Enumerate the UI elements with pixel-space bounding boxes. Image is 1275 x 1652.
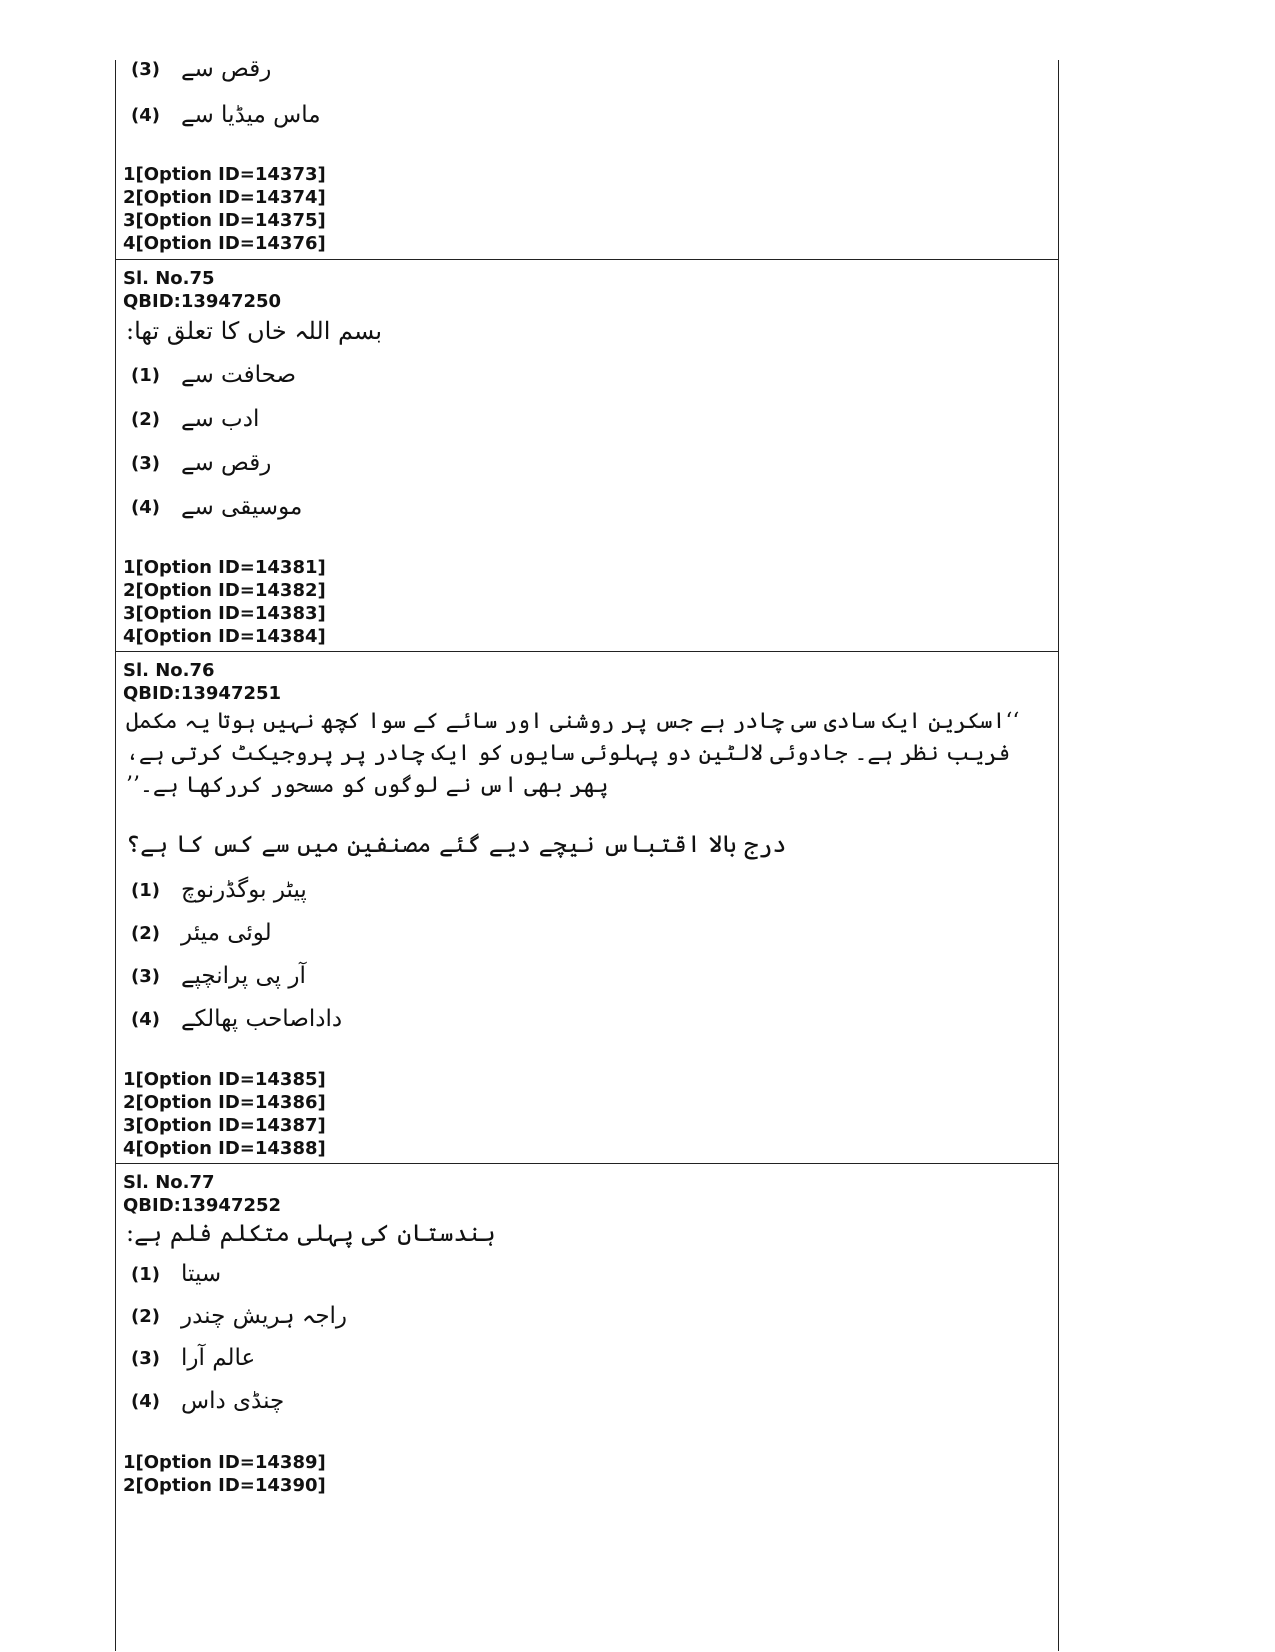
option-id: 4[Option ID=14388] (123, 1138, 326, 1159)
option-id: 2[Option ID=14374] (123, 187, 326, 208)
option-text: عالم آرا (181, 1345, 256, 1371)
option-text: داداصاحب پھالکے (181, 1006, 343, 1032)
option-id-list (123, 556, 326, 648)
option-text: راجہ ہریش چندر (181, 1303, 348, 1329)
option-text: ماس میڈیا سے (181, 102, 321, 128)
option-row (131, 877, 307, 907)
option-id: 2[Option ID=14382] (123, 580, 326, 601)
option-text: چنڈی داس (181, 1388, 285, 1414)
serial-number: Sl. No.75 (123, 268, 215, 289)
option-id: 2[Option ID=14390] (123, 1475, 326, 1496)
option-id: 1[Option ID=14373] (123, 164, 326, 185)
option-text: ادب سے (181, 406, 260, 432)
option-id: 3[Option ID=14387] (123, 1115, 326, 1136)
qbid: QBID:13947250 (123, 291, 282, 312)
serial-number: Sl. No.77 (123, 1172, 215, 1193)
option-row (131, 1303, 347, 1333)
option-text: موسیقی سے (181, 494, 303, 520)
option-id: 2[Option ID=14386] (123, 1092, 326, 1113)
option-text: صحافت سے (181, 362, 297, 388)
question-block-74-continued (116, 56, 1058, 260)
question-header (123, 659, 281, 705)
option-number: (3) (131, 452, 160, 474)
option-text: پیٹر بوگڈرنوچ (181, 877, 307, 903)
option-row (131, 1006, 342, 1036)
option-id: 1[Option ID=14381] (123, 557, 326, 578)
passage-text: ‘‘اسکرین ایک سادی سی چادر ہے جس پر روشنی اور سائے کے سوا کچھ نہیں ہوتا یہ مکمل فریب نظر ہے۔ جادوئی لالٹین دو پہلوئی سایوں کو ایک چادر پر پروجیکٹ کرتی ہے، پھر بھی اس نے لوگوں کو مسحور کررکھا ہے۔’’ (126, 709, 1020, 798)
option-text: رقص سے (181, 56, 272, 82)
option-row (131, 963, 306, 993)
option-number: (1) (131, 879, 160, 901)
question-text: بسم اللہ خاں کا تعلق تھا: (126, 317, 383, 345)
option-number: (2) (131, 408, 160, 430)
option-number: (1) (131, 1263, 160, 1285)
question-text: ہندستان کی پہلی متکلم فلم ہے: (126, 1219, 496, 1247)
option-id: 3[Option ID=14383] (123, 603, 326, 624)
option-row (131, 1261, 221, 1291)
option-number: (2) (131, 1305, 160, 1327)
question-block-75 (116, 259, 1058, 652)
option-id-list (123, 163, 326, 255)
option-row (131, 1388, 284, 1418)
option-text: لوئی میئر (181, 920, 272, 946)
option-text: رقص سے (181, 450, 272, 476)
option-id: 1[Option ID=14385] (123, 1069, 326, 1090)
option-row (131, 1345, 255, 1375)
question-header (123, 1171, 281, 1217)
option-id: 4[Option ID=14384] (123, 626, 326, 647)
option-row (131, 494, 302, 524)
option-number: (3) (131, 965, 160, 987)
option-id: 4[Option ID=14376] (123, 233, 326, 254)
qbid: QBID:13947252 (123, 1195, 282, 1216)
option-row (131, 102, 321, 132)
option-number: (4) (131, 104, 160, 126)
question-table (115, 56, 1059, 1651)
question-header (123, 267, 281, 313)
option-number: (1) (131, 364, 160, 386)
serial-number: Sl. No.76 (123, 660, 215, 681)
option-number: (3) (131, 58, 160, 80)
option-id-list (123, 1451, 326, 1497)
qbid: QBID:13947251 (123, 683, 282, 704)
option-id-list (123, 1068, 326, 1160)
question-text: درج بالا اقتباس نیچے دیے گئے مصنفین میں سے کس کا ہے؟ (126, 830, 787, 858)
option-id: 1[Option ID=14389] (123, 1452, 326, 1473)
option-number: (2) (131, 922, 160, 944)
option-id: 3[Option ID=14375] (123, 210, 326, 231)
option-number: (4) (131, 1390, 160, 1412)
option-text: آر پی پرانچپے (181, 963, 306, 989)
option-number: (4) (131, 496, 160, 518)
option-row (131, 450, 271, 480)
question-block-76 (116, 651, 1058, 1164)
option-row (131, 56, 271, 86)
option-row (131, 920, 272, 950)
option-text: سیتا (181, 1261, 222, 1287)
option-number: (3) (131, 1347, 160, 1369)
question-block-77 (116, 1163, 1058, 1652)
option-number: (4) (131, 1008, 160, 1030)
option-row (131, 362, 296, 392)
option-row (131, 406, 259, 436)
